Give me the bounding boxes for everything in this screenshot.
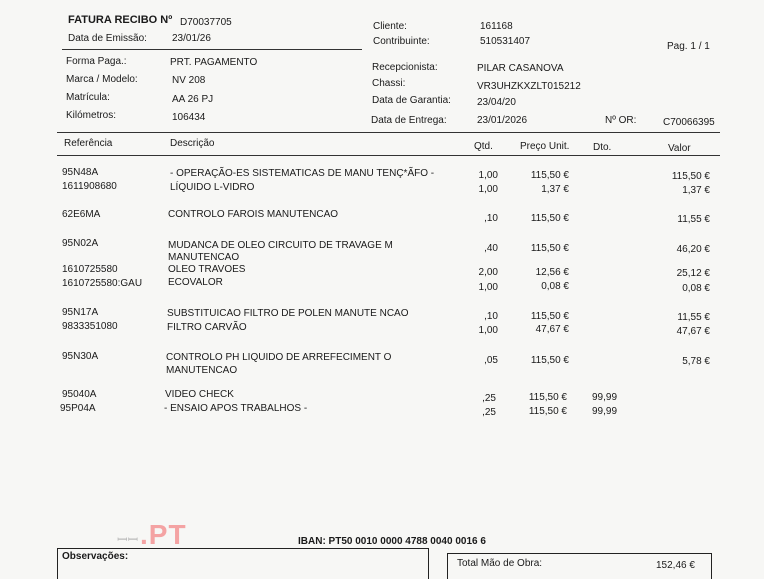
row-value: 1,37 € xyxy=(682,185,710,196)
row-qty: ,10 xyxy=(484,311,498,322)
header-divider xyxy=(62,49,362,50)
row-disc: 99,99 xyxy=(592,392,618,403)
issue-date-label: Data de Emissão: xyxy=(68,33,147,44)
payment-value: PRT. PAGAMENTO xyxy=(170,57,258,68)
row-desc: MUDANCA DE OLEO CIRCUITO DE TRAVAGE M xyxy=(168,240,393,251)
row-price: 1,37 € xyxy=(541,184,569,195)
table-top-rule xyxy=(57,132,720,133)
delivery-value: 23/01/2026 xyxy=(477,115,528,126)
col-price: Preço Unit. xyxy=(520,141,570,152)
row-desc: VIDEO CHECK xyxy=(165,389,234,400)
taxpayer-number: 510531407 xyxy=(480,36,531,47)
km-value: 106434 xyxy=(172,112,206,123)
row-desc: - OPERAÇÃO-ES SISTEMATICAS DE MANU TENÇ*ÃFO - xyxy=(170,168,435,179)
warranty-value: 23/04/20 xyxy=(477,97,516,108)
row-value: 46,20 € xyxy=(676,244,710,255)
row-desc: MANUTENCAO xyxy=(166,365,238,376)
row-desc: OLEO TRAVOES xyxy=(168,264,246,275)
row-desc: CONTROLO FAROIS MANUTENCAO xyxy=(168,209,339,220)
invoice-title: FATURA RECIBO Nº xyxy=(68,14,173,26)
row-price: 115,50 € xyxy=(530,170,569,181)
row-price: 47,67 € xyxy=(535,324,569,335)
delivery-label: Data de Entrega: xyxy=(371,115,447,126)
page-indicator: Pag. 1 / 1 xyxy=(667,41,710,52)
client-label: Cliente: xyxy=(373,21,407,32)
model-value: NV 208 xyxy=(172,75,206,86)
col-value: Valor xyxy=(668,143,691,154)
row-ref: 95P04A xyxy=(60,403,96,414)
row-desc: CONTROLO PH LIQUIDO DE ARREFECIMENT O xyxy=(166,352,392,363)
row-ref: 62E6MA xyxy=(62,209,101,220)
row-value: 5,78 € xyxy=(682,356,710,367)
km-label: Kilómetros: xyxy=(66,110,117,121)
row-desc: LÍQUIDO L-VIDRO xyxy=(170,182,255,193)
row-disc: 99,99 xyxy=(592,406,618,417)
payment-label: Forma Paga.: xyxy=(66,56,127,67)
row-desc: - ENSAIO APOS TRABALHOS - xyxy=(164,403,308,414)
watermark-icon: ꟷꟷ xyxy=(117,532,139,547)
row-ref: 95N02A xyxy=(62,238,99,249)
row-ref: 95N30A xyxy=(62,351,99,362)
chassis-value: VR3UHZKXZLT015212 xyxy=(477,81,581,92)
iban: IBAN: PT50 0010 0000 4788 0040 0016 6 xyxy=(298,536,486,547)
row-qty: 1,00 xyxy=(478,184,498,195)
reception-label: Recepcionista: xyxy=(372,62,438,73)
row-qty: 1,00 xyxy=(478,325,498,336)
row-qty: ,05 xyxy=(484,355,498,366)
row-qty: 1,00 xyxy=(478,170,498,181)
row-qty: 2,00 xyxy=(478,267,498,278)
watermark-logo: .PT xyxy=(140,519,187,550)
row-value: 47,67 € xyxy=(676,326,710,337)
row-price: 115,50 € xyxy=(530,311,569,322)
client-number: 161168 xyxy=(480,21,513,32)
labor-total-label: Total Mão de Obra: xyxy=(457,558,543,569)
row-desc: ECOVALOR xyxy=(168,277,223,288)
row-value: 0,08 € xyxy=(682,283,710,294)
row-price: 12,56 € xyxy=(535,267,569,278)
row-qty: ,10 xyxy=(484,213,498,224)
row-qty: ,25 xyxy=(482,393,496,404)
row-qty: ,40 xyxy=(484,243,498,254)
row-ref: 95040A xyxy=(62,389,97,400)
observations-label: Observações: xyxy=(62,551,129,562)
row-price: 115,50 € xyxy=(530,355,569,366)
row-price: 115,50 € xyxy=(530,213,569,224)
row-value: 25,12 € xyxy=(676,268,710,279)
plate-label: Matrícula: xyxy=(66,92,110,103)
row-ref: 1610725580:GAU xyxy=(62,278,143,289)
model-label: Marca / Modelo: xyxy=(66,74,138,85)
or-value: C70066395 xyxy=(663,117,715,128)
row-desc: FILTRO CARVÃO xyxy=(167,322,247,333)
row-price: 115,50 € xyxy=(530,243,569,254)
row-price: 0,08 € xyxy=(541,281,569,292)
row-qty: ,25 xyxy=(482,407,496,418)
invoice-number: D70037705 xyxy=(180,17,232,28)
row-desc: SUBSTITUICAO FILTRO DE POLEN MANUTE NCAO xyxy=(167,308,409,319)
row-ref: 1611908680 xyxy=(62,181,117,192)
reception-value: PILAR CASANOVA xyxy=(477,63,564,74)
row-value: 11,55 € xyxy=(677,312,710,323)
col-desc: Descrição xyxy=(170,138,215,149)
chassis-label: Chassi: xyxy=(372,78,406,89)
row-ref: 9833351080 xyxy=(62,321,118,332)
warranty-label: Data de Garantia: xyxy=(372,95,451,106)
row-qty: 1,00 xyxy=(478,282,498,293)
row-price: 115,50 € xyxy=(528,392,567,403)
row-ref: 1610725580 xyxy=(62,264,118,275)
row-desc: MANUTENCAO xyxy=(168,252,240,263)
row-price: 115,50 € xyxy=(528,406,567,417)
taxpayer-label: Contribuinte: xyxy=(373,36,430,47)
col-qty: Qtd. xyxy=(474,141,493,152)
col-ref: Referência xyxy=(64,138,113,149)
labor-total-value: 152,46 € xyxy=(656,560,695,571)
row-ref: 95N48A xyxy=(62,167,99,178)
or-label: Nº OR: xyxy=(605,115,637,126)
table-header-rule xyxy=(57,155,720,156)
col-disc: Dto. xyxy=(593,142,612,153)
row-ref: 95N17A xyxy=(62,307,99,318)
row-value: 115,50 € xyxy=(671,171,710,182)
plate-value: AA 26 PJ xyxy=(172,94,214,105)
issue-date: 23/01/26 xyxy=(172,33,211,44)
row-value: 11,55 € xyxy=(677,214,710,225)
